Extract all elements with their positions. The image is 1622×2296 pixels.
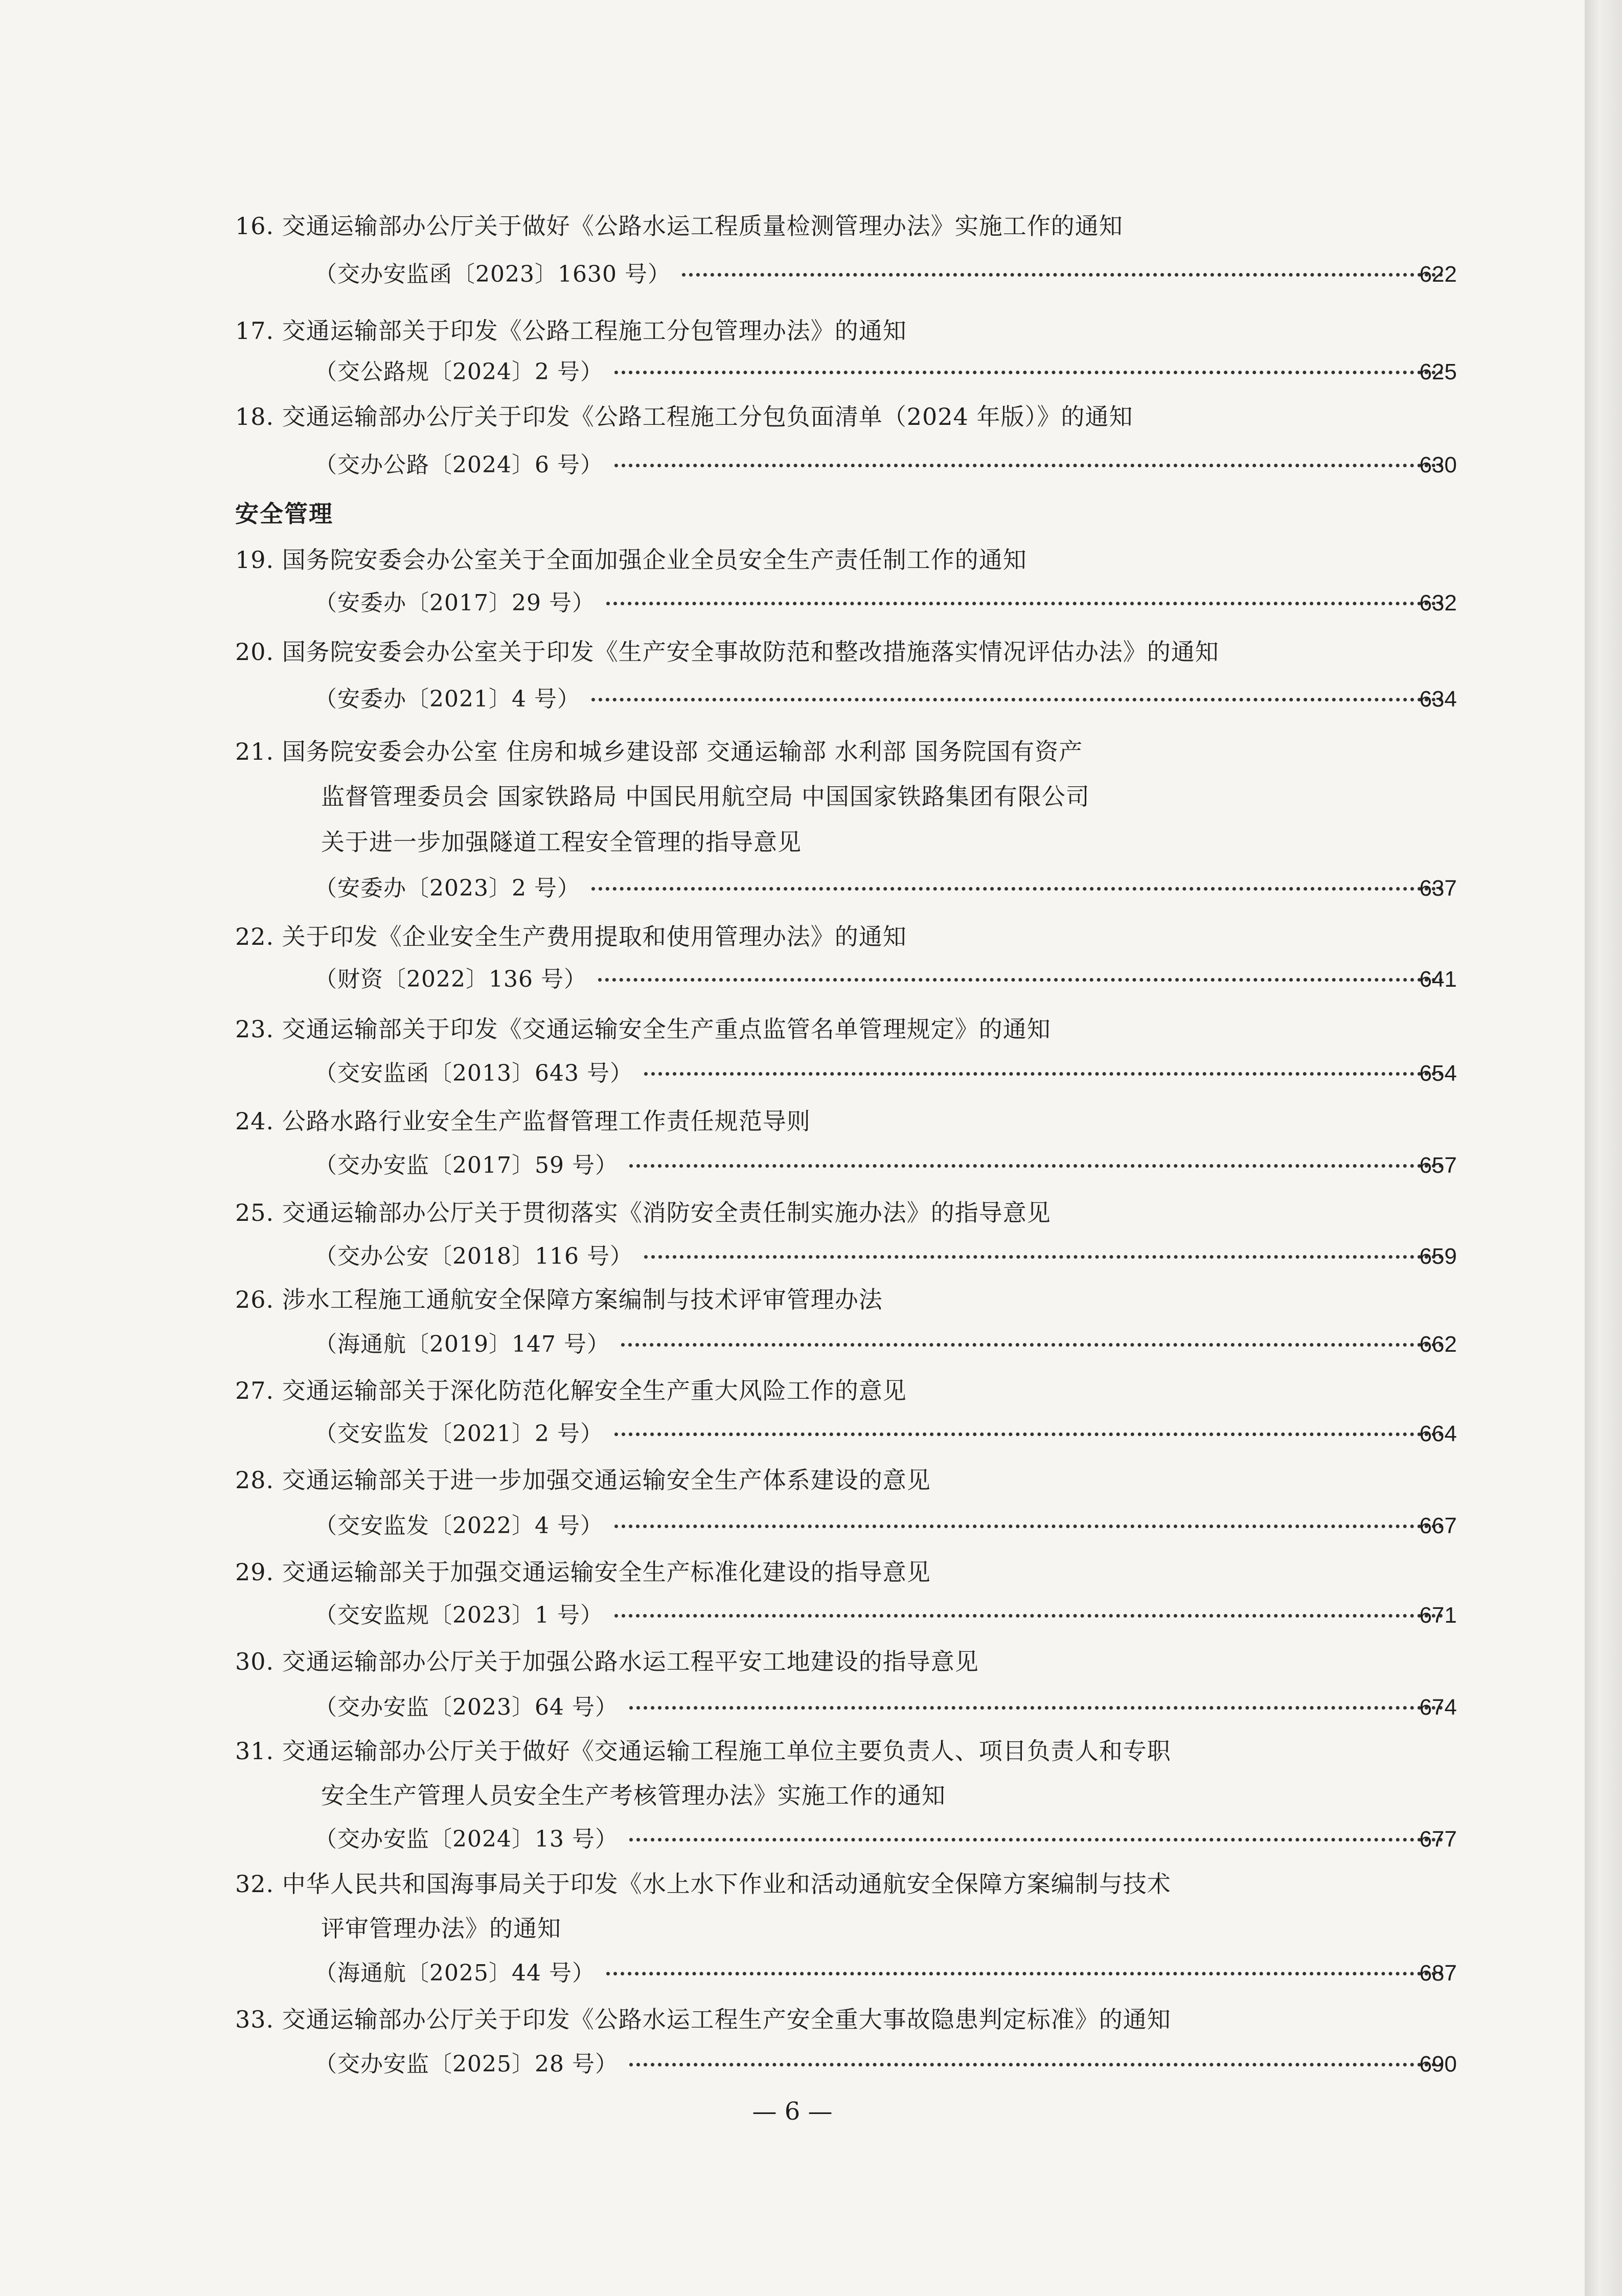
toc-entry-title: 27. 交通运输部关于深化防范化解安全生产重大风险工作的意见	[235, 1377, 907, 1404]
toc-entry-ref: （交办公路〔2024〕6 号）	[314, 452, 603, 478]
toc-entry-ref-line	[314, 1692, 1454, 1723]
dot-leader	[614, 1614, 1443, 1618]
toc-entry-ref: （交公路规〔2024〕2 号）	[314, 359, 603, 385]
toc-entry-title: 29. 交通运输部关于加强交通运输安全生产标准化建设的指导意见	[235, 1558, 931, 1586]
toc-entry-ref: （财资〔2022〕136 号）	[314, 966, 587, 992]
toc-entry-title: 18. 交通运输部办公厅关于印发《公路工程施工分包负面清单（2024 年版）》的通知	[235, 403, 1133, 430]
toc-entry-ref-line	[314, 873, 1454, 904]
toc-entry-ref: （交安监发〔2022〕4 号）	[314, 1513, 603, 1539]
dot-leader	[629, 1838, 1443, 1842]
toc-entry-ref-line	[314, 1419, 1454, 1449]
toc-entry-ref-line	[314, 1958, 1454, 1989]
toc-entry-title: 16. 交通运输部办公厅关于做好《公路水运工程质量检测管理办法》实施工作的通知	[235, 212, 1123, 240]
toc-entry-title: 20. 国务院安委会办公室关于印发《生产安全事故防范和整改措施落实情况评估办法》的通知	[235, 638, 1219, 666]
dot-leader	[629, 1706, 1443, 1710]
toc-entry-ref-line	[314, 1058, 1454, 1089]
toc-entry-page: 667	[1419, 1513, 1457, 1538]
toc-entry-title: 33. 交通运输部办公厅关于印发《公路水运工程生产安全重大事故隐患判定标准》的通知	[235, 2006, 1171, 2033]
toc-entry-ref: （交安监函〔2013〕643 号）	[314, 1060, 633, 1086]
dot-leader	[621, 1343, 1443, 1347]
toc-entry-ref-line	[314, 1329, 1454, 1360]
toc-entry-ref: （安委办〔2017〕29 号）	[314, 590, 595, 616]
dot-leader	[614, 1525, 1443, 1528]
section-heading: 安全管理	[235, 500, 333, 528]
toc-entry-page: 662	[1419, 1332, 1457, 1357]
dot-leader	[591, 698, 1443, 701]
toc-entry-title: 28. 交通运输部关于进一步加强交通运输安全生产体系建设的意见	[235, 1466, 931, 1494]
toc-entry-ref-line	[314, 684, 1454, 715]
toc-entry-title-cont: 安全生产管理人员安全生产考核管理办法》实施工作的通知	[321, 1782, 946, 1809]
toc-entry-ref: （海通航〔2025〕44 号）	[314, 1960, 595, 1986]
toc-entry-title: 23. 交通运输部关于印发《交通运输安全生产重点监管名单管理规定》的通知	[235, 1015, 1051, 1043]
toc-entry-ref-line	[314, 1511, 1454, 1541]
dot-leader	[644, 1072, 1443, 1076]
dot-leader	[606, 1972, 1443, 1975]
toc-entry-ref: （安委办〔2021〕4 号）	[314, 686, 580, 712]
dot-leader	[606, 602, 1443, 605]
toc-entry-title-cont: 关于进一步加强隧道工程安全管理的指导意见	[321, 828, 802, 856]
toc-entry-ref-line	[314, 1600, 1454, 1631]
toc-entry-page: 641	[1419, 967, 1457, 992]
toc-entry-title: 17. 交通运输部关于印发《公路工程施工分包管理办法》的通知	[235, 317, 907, 345]
toc-entry-page: 637	[1419, 876, 1457, 901]
toc-entry-ref: （交办安监〔2025〕28 号）	[314, 2051, 618, 2077]
toc-entry-ref-line	[314, 1824, 1454, 1855]
toc-entry-page: 674	[1419, 1695, 1457, 1720]
dot-leader	[591, 887, 1443, 891]
page-number-footer: — 6 —	[752, 2097, 833, 2126]
toc-entry-page: 690	[1419, 2052, 1457, 2077]
dot-leader	[644, 1255, 1443, 1259]
toc-entry-ref: （交办安监〔2024〕13 号）	[314, 1826, 618, 1852]
toc-entry-ref-line	[314, 357, 1454, 388]
toc-entry-title: 30. 交通运输部办公厅关于加强公路水运工程平安工地建设的指导意见	[235, 1648, 979, 1675]
toc-entry-page: 632	[1419, 590, 1457, 616]
toc-entry-title-cont: 监督管理委员会 国家铁路局 中国民用航空局 中国国家铁路集团有限公司	[321, 783, 1090, 810]
toc-entry-ref: （安委办〔2023〕2 号）	[314, 875, 580, 901]
toc-entry-ref: （交办安监〔2017〕59 号）	[314, 1152, 618, 1178]
toc-entry-ref-line	[314, 588, 1454, 619]
toc-entry-page: 687	[1419, 1961, 1457, 1986]
toc-entry-page: 671	[1419, 1603, 1457, 1628]
toc-entry-page: 630	[1419, 452, 1457, 478]
toc-entry-title: 22. 关于印发《企业安全生产费用提取和使用管理办法》的通知	[235, 923, 907, 950]
toc-entry-page: 677	[1419, 1827, 1457, 1852]
dot-leader	[682, 273, 1443, 277]
toc-entry-title-cont: 评审管理办法》的通知	[321, 1915, 561, 1942]
toc-entry-page: 634	[1419, 687, 1457, 712]
dot-leader	[614, 1433, 1443, 1436]
dot-leader	[598, 978, 1443, 982]
toc-entry-page: 659	[1419, 1244, 1457, 1269]
toc-entry-ref: （交办安监函〔2023〕1630 号）	[314, 261, 671, 287]
toc-entry-ref-line	[314, 964, 1454, 995]
toc-entry-ref-line	[314, 1150, 1454, 1181]
toc-entry-ref: （海通航〔2019〕147 号）	[314, 1331, 610, 1357]
toc-entry-title: 24. 公路水路行业安全生产监督管理工作责任规范导则	[235, 1107, 811, 1135]
dot-leader	[614, 464, 1443, 467]
page-edge-shadow	[1585, 0, 1622, 2296]
toc-entry-page: 664	[1419, 1421, 1457, 1446]
toc-entry-title: 25. 交通运输部办公厅关于贯彻落实《消防安全责任制实施办法》的指导意见	[235, 1199, 1051, 1226]
toc-entry-title: 19. 国务院安委会办公室关于全面加强企业全员安全生产责任制工作的通知	[235, 546, 1027, 574]
dot-leader	[629, 1164, 1443, 1168]
dot-leader	[614, 371, 1443, 374]
toc-entry-title: 31. 交通运输部办公厅关于做好《交通运输工程施工单位主要负责人、项目负责人和专职	[235, 1737, 1171, 1765]
toc-entry-page: 654	[1419, 1061, 1457, 1086]
toc-entry-ref-line	[314, 259, 1454, 290]
toc-entry-title: 26. 涉水工程施工通航安全保障方案编制与技术评审管理办法	[235, 1286, 883, 1313]
toc-entry-title: 21. 国务院安委会办公室 住房和城乡建设部 交通运输部 水利部 国务院国有资产	[235, 738, 1083, 765]
toc-entry-title: 32. 中华人民共和国海事局关于印发《水上水下作业和活动通航安全保障方案编制与技术	[235, 1870, 1171, 1898]
toc-entry-page: 625	[1419, 359, 1457, 384]
toc-entry-ref: （交安监发〔2021〕2 号）	[314, 1421, 603, 1447]
toc-entry-ref-line	[314, 450, 1454, 481]
toc-entry-page: 622	[1419, 262, 1457, 287]
toc-entry-ref: （交办安监〔2023〕64 号）	[314, 1694, 618, 1720]
toc-entry-ref-line	[314, 2049, 1454, 2080]
toc-entry-ref-line	[314, 1241, 1454, 1272]
toc-entry-page: 657	[1419, 1153, 1457, 1178]
toc-entry-ref: （交安监规〔2023〕1 号）	[314, 1602, 603, 1628]
toc-entry-ref: （交办公安〔2018〕116 号）	[314, 1243, 633, 1269]
dot-leader	[629, 2063, 1443, 2066]
